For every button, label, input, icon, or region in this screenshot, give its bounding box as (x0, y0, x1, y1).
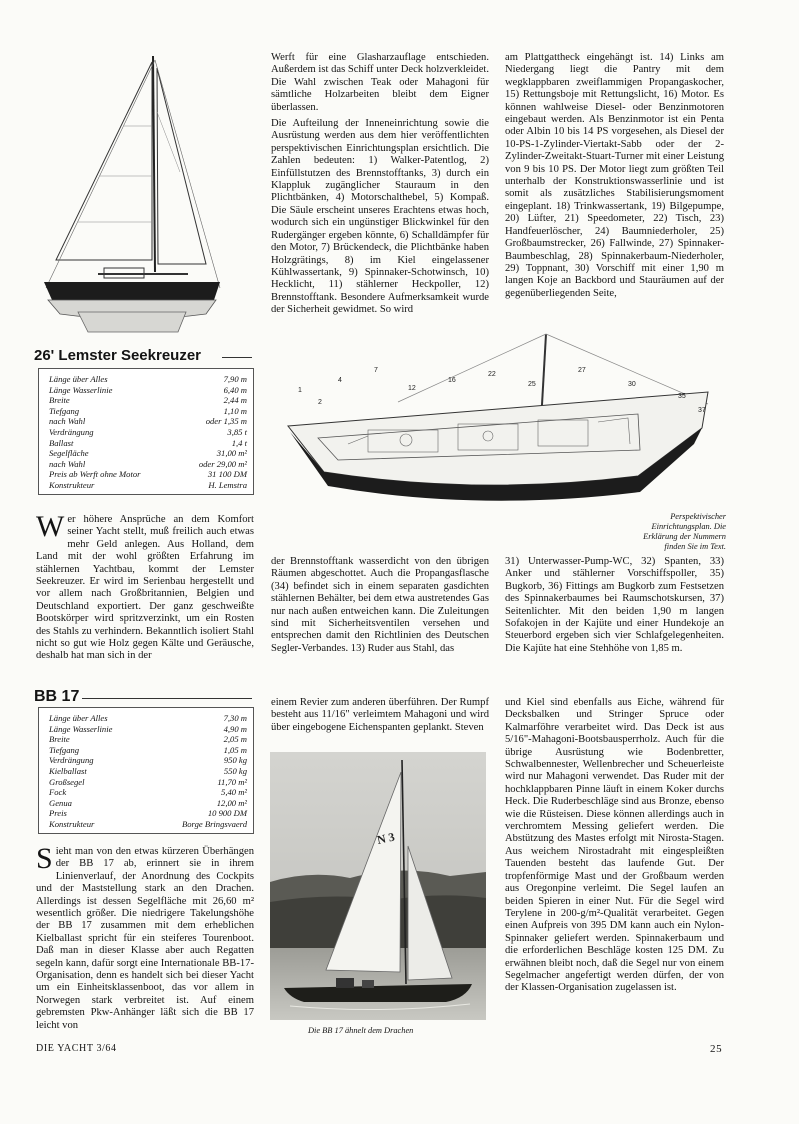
bb17-sail-marks: N 3 (375, 829, 396, 847)
svg-text:22: 22 (488, 371, 496, 378)
interior-plan-drawing (278, 332, 724, 514)
spec-row (49, 374, 247, 385)
spec-row (49, 469, 247, 480)
spec-value: H. Lemstra (208, 479, 247, 490)
spec-row (49, 734, 247, 745)
bb17-col3-text: und Kiel sind ebenfalls aus Eiche, während für Decksbalken und Stringer Spruce oder Kalmarföhre verarbeitet wird. Das Deck ist aus 5/16"-Mahagoni-Bootsbausperrholz. Auch für die übrige Ausrüstung wie Bodenbretter, Schwalbennester, Wellenbrecher und Scheuerleiste wird nur Mahagoni verwendet. Das Ruder mit der hochklappbaren Pinne läuft in einem Koker durchs Heck. Die Ruderbeschläge sind aus Bronze, ebenso wie die Rüsteisen. Diese können allerdings auch in verchromtem Messing geliefert werden. Die Abstützung des Mastes erfolgt mit Nirosta-Stagen. Aus weichem Nirostadraht mit eingespleißten Tauenden besteht das laufende Gut. Der tropfenförmige Mast und der Großbaum werden aus Oregonpine verleimt. Die Segel laufen an beiden Spieren in einer Nut. Für die Segel wird Terylene in 200-g/m²-Qualität verarbeitet. Gegen einen Aufpreis von 395 DM kann auch ein Nylon-Spinnaker geliefert werden. Spinnakerbaum und die erforderlichen Beschläge kosten 125 DM. Zu erwähnen bleibt noch, daß die Segel nur von einem Segelmacher angefertigt werden dürfen, der von der Klassen-Organisation zugelassen ist. (505, 697, 724, 994)
spec-row (49, 724, 247, 735)
spec-value: 5,40 m² (221, 787, 247, 798)
lemster-col2-p2: Die Aufteilung der Inneneinrichtung sowie die Ausrüstung werden aus dem hier veröffentlichten perspektivischen Einrichtungsplan ersichtlich. Die Zahlen bedeuten: 1) Walker-Patentlog, 2) Einfüllstutzen des Brennstofftanks, 3) durch ein Klappluk zugänglicher Stauraum in den Plichtbänken, 4) Motorschalthebel, 5) Kompaß. Die Säule erscheint unseres Erachtens etwas hoch, wodurch sich ein ungünstiger Blickwinkel für den Rudergänger ergeben könnte, 6) Schalldämpfer für den Motor, 7) Brückendeck, die Plichtbänke haben Holzgrätings, 8) im Kiel eingelassener Kühlwassertank, 9) Spinnaker-Schotwinsch, 10) Hecklicht, 11) stählerner Heckpoller, 12) Brennstofftank. Besondere Aufmerksamkeit wurde der Sicherheit gewidmet. So wird (271, 118, 489, 316)
bb17-photo (270, 752, 486, 1020)
bb17-dropcap: S (36, 842, 53, 875)
spec-value: 2,44 m (223, 395, 247, 406)
svg-text:4: 4 (338, 377, 342, 384)
lemster-col2-top (271, 52, 489, 321)
interior-plan-caption: Perspektivischer Einrichtungsplan. Die Erklärung der Nummern finden Sie im Text. (643, 512, 726, 551)
spec-label: Konstrukteur (49, 479, 95, 490)
lemster-title-rule (222, 357, 252, 358)
lemster-col3-mid-text: 31) Unterwasser-Pump-WC, 32) Spanten, 33) Anker und stählerner Vorschiffspoller, 35) Bugkorb, 36) Fittings am Bugkorb zum Festsetzen des Spinnakerbaumes bei Raumschotskursen, 37) Seitenlichter. Mit den beiden 1,90 m langen Sofakojen in der Kajüte und einer Hundekoje an Steuerbord ergeben sich vier Schlafgelegenheiten. Die Kajüte hat eine Stehhöhe von 1,85 m. (505, 556, 724, 654)
spec-row (49, 438, 247, 449)
spec-value: 4,90 m (223, 723, 247, 734)
spec-row (49, 798, 247, 809)
svg-text:25: 25 (528, 381, 536, 388)
spec-label: Genua (49, 797, 72, 808)
bb17-spec-table (49, 713, 247, 830)
spec-label: Ballast (49, 437, 74, 448)
spec-value: 7,90 m (223, 374, 247, 384)
spec-value: 2,05 m (223, 734, 247, 745)
spec-row (49, 766, 247, 777)
spec-label: Kielballast (49, 765, 87, 776)
spec-label: Preis (49, 808, 67, 819)
bb17-intro (36, 842, 254, 1032)
spec-value: 11,70 m² (217, 776, 247, 787)
spec-value: 10 900 DM (207, 808, 247, 819)
lemster-dropcap: W (36, 510, 65, 543)
spec-value: 1,10 m (223, 405, 247, 416)
spec-label: Breite (49, 734, 70, 745)
bb17-photo-caption: Die BB 17 ähnelt dem Drachen (308, 1026, 414, 1035)
lemster-col3-top (505, 52, 724, 304)
spec-label: Tiefgang (49, 744, 80, 755)
spec-value: 6,40 m (223, 384, 247, 395)
svg-text:12: 12 (408, 385, 416, 392)
spec-row (49, 819, 247, 830)
spec-value: Borge Bringsvaerd (182, 818, 247, 829)
spec-row (49, 745, 247, 756)
spec-label: Preis ab Werft ohne Motor (49, 469, 141, 480)
spec-label: Breite (49, 395, 70, 406)
spec-row (49, 808, 247, 819)
spec-value: 950 kg (223, 755, 247, 766)
svg-text:1: 1 (298, 387, 302, 394)
svg-text:16: 16 (448, 377, 456, 384)
bb17-title-rule (82, 698, 252, 699)
spec-row (49, 713, 247, 724)
spec-value: 1,4 t (231, 437, 247, 448)
bb17-spec-box (38, 707, 254, 834)
spec-label: Großsegel (49, 776, 85, 787)
magazine-footer: DIE YACHT 3/64 (36, 1043, 117, 1054)
bb17-title: BB 17 (34, 688, 80, 705)
lemster-spec-table (49, 374, 247, 491)
spec-value: 31 100 DM (207, 469, 247, 480)
lemster-intro-text: er höhere Ansprüche an dem Komfort seiner Yacht stellt, muß freilich auch etwas mehr Geld anlegen. Aus Holland, dem Land mit der wohl größten Erfahrung im stählernen Yachtbau, kommt der Lemster Seekreuzer. Er wird im Serienbau hergestellt und vor allem nach Großbritannien, Belgien und Deutschland exportiert. Der ganz geschweißte Bootskörper wird spritzverzinkt, um ein Rosten des Stahls zu verhindern. Bekanntlich isoliert Stahl nicht so gut wie Holz gegen Kälte und Geräusche, deshalb hat man sich in der (36, 514, 254, 662)
spec-row (49, 395, 247, 406)
spec-value: 12,00 m² (216, 797, 247, 808)
spec-row (49, 459, 247, 470)
lemster-title: 26' Lemster Seekreuzer (34, 347, 201, 364)
spec-label: Länge Wasserlinie (49, 723, 113, 734)
sailplan-drawing (38, 52, 226, 334)
lemster-col3-mid (505, 556, 724, 659)
spec-value: 7,30 m (223, 713, 247, 723)
spec-row (49, 480, 247, 491)
spec-label: Konstrukteur (49, 818, 95, 829)
lemster-spec-box (38, 368, 254, 495)
spec-value: 31,00 m² (216, 448, 247, 459)
spec-value: 1,05 m (223, 744, 247, 755)
lemster-col2-mid-text: der Brennstofftank wasserdicht von den übrigen Räumen abgeschottet. Auch die Propangasflasche (34) befindet sich in einem separaten gasdichten stählernen Behälter, bei dem etwa austretendes Gas nur nach außen entweichen kann. Die Zuleitungen sind mit Sicherheitsventilen versehen und entsprechen damit den Richtlinien des Deutschen Segler-Verbandes. 13) Ruder aus Stahl, das (271, 556, 489, 654)
spec-label: Länge über Alles (49, 713, 108, 723)
spec-label: Verdrängung (49, 426, 94, 437)
spec-row (49, 385, 247, 396)
page-number: 25 (710, 1043, 723, 1055)
lemster-col2-mid (271, 556, 489, 659)
spec-label: nach Wahl (49, 458, 86, 469)
spec-label: Tiefgang (49, 405, 80, 416)
spec-row (49, 777, 247, 788)
svg-text:30: 30 (628, 381, 636, 388)
spec-value: 3,85 t (227, 426, 247, 437)
spec-row (49, 448, 247, 459)
lemster-col3-text: am Plattgattheck eingehängt ist. 14) Links am Niedergang liegt die Pantry mit dem wegklappbaren zweiflammigen Propangaskocher, 15) Rettungsboje mit Rettungslicht, 16) Motor. Es können wahlweise Diesel- oder Benzinmotoren eingebaut werden. Als Benzinmotor ist ein Penta oder Albin 10 bis 14 PS vorgesehen, als Diesel der 10-PS-1-Zylinder-Viertakt-Sabb oder der 2-Zylinder-Zweitakt-Stuart-Turner mit einer Leistung von 9 bis 10 PS. Der Motor liegt zum größten Teil unterhalb der Konstruktionswasserlinie und ist somit als zusätzliches Stabilisierungsmoment eingeplant. 18) Trinkwassertank, 19) Bilgepumpe, 20) Lüfter, 21) Speedometer, 22) Tisch, 23) Handfeuerlöscher, 24) Baumniederholer, 25) Großbaumstrecker, 26) Fallwinde, 27) Spinnaker-Baumbeschlag, 28) Spinnakerbaum-Niederholer, 29) Toppnant, 30) Vorschiff mit einer 1,90 m langen Koje an Backbord und Stauräumen auf der gegenüberliegenden Seite, (505, 52, 724, 299)
spec-row (49, 416, 247, 427)
lemster-intro (36, 510, 254, 663)
spec-label: Segelfläche (49, 448, 89, 459)
spec-row (49, 755, 247, 766)
bb17-intro-text: ieht man von den etwas kürzeren Überhängen der BB 17 ab, erinnert sie in ihrem Linienverlauf, der Anordnung des Cockpits und der Maststellung stark an den Drachen. Allerdings ist dessen Segelfläche mit 26,60 m² wesentlich größer. Die niedrigere Takelungshöhe der BB 17 zusammen mit dem erheblichen Kielballast spricht für ein steiferes Tourenboot. Daß man in dieser Klasse aber auch Regatten segeln kann, dafür sorgt eine Internationale BB-17-Organisation, denn es handelt sich bei dieser Yacht um ein Einheitsklassenboot, das vor allem in Norwegen stark verbreitet ist. Auf einem gebremsten Pkw-Anhänger läßt sich die BB 17 leicht von (36, 846, 254, 1031)
spec-label: Verdrängung (49, 755, 94, 766)
spec-value: oder 1,35 m (205, 416, 247, 427)
spec-row (49, 406, 247, 417)
svg-text:35: 35 (678, 393, 686, 400)
spec-value: 550 kg (223, 765, 247, 776)
spec-row (49, 787, 247, 798)
spec-label: Länge Wasserlinie (49, 384, 113, 395)
bb17-col2-text: einem Revier zum anderen überführen. Der Rumpf besteht aus 11/16" verleimtem Mahagoni und wird über eingebogene Eichenspanten geplankt. Steven (271, 697, 489, 733)
spec-value: oder 29,00 m² (198, 458, 247, 469)
spec-label: nach Wahl (49, 416, 86, 427)
spec-label: Fock (49, 787, 67, 798)
svg-text:37: 37 (698, 407, 706, 414)
spec-row (49, 427, 247, 438)
svg-text:27: 27 (578, 367, 586, 374)
bb17-col3 (505, 697, 724, 999)
bb17-col2 (271, 697, 489, 738)
spec-label: Länge über Alles (49, 374, 108, 384)
svg-text:7: 7 (374, 367, 378, 374)
svg-text:2: 2 (318, 399, 322, 406)
lemster-col2-p1: Werft für eine Glasharzauflage entschieden. Außerdem ist das Schiff unter Deck holzverkleidet. Die Wahl zwischen Teak oder Mahagoni für sämtliche Holzarbeiten bleibt dem Eigner überlassen. (271, 52, 489, 113)
